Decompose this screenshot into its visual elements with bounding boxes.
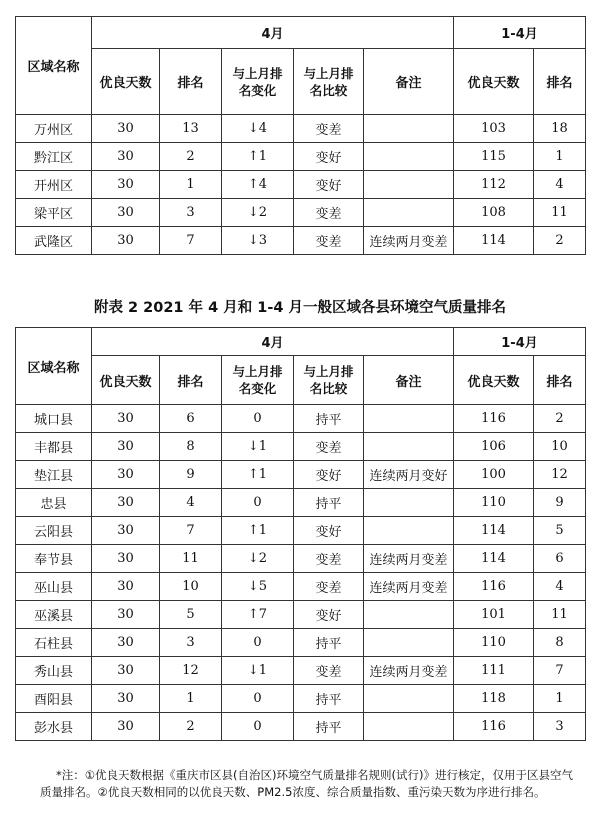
cell-compare: 变好 [294, 461, 364, 489]
cell-rank: 3 [160, 199, 222, 227]
cell-rank: 9 [160, 461, 222, 489]
cell-ytd-days: 100 [454, 461, 534, 489]
cell-change: 0 [222, 629, 294, 657]
cell-change: ↓1 [222, 657, 294, 685]
cell-ytd-days: 116 [454, 713, 534, 741]
cell-remark [364, 489, 454, 517]
cell-compare: 持平 [294, 489, 364, 517]
cell-compare: 持平 [294, 685, 364, 713]
cell-days: 30 [92, 657, 160, 685]
table-caption: 附表 2 2021 年 4 月和 1-4 月一般区域各县环境空气质量排名 [93, 300, 507, 316]
cell-change: ↓5 [222, 573, 294, 601]
cell-rank: 7 [160, 227, 222, 255]
cell-region: 酉阳县 [16, 685, 92, 713]
table-row [16, 115, 586, 143]
cell-compare: 变差 [294, 657, 364, 685]
cell-rank: 2 [160, 713, 222, 741]
region-header: 区域名称 [16, 17, 92, 115]
table-row [16, 171, 586, 199]
compare-header: 与上月排 名比较 [294, 49, 364, 115]
cell-ytd-rank: 4 [534, 573, 586, 601]
month-header: 4月 [92, 17, 454, 49]
cell-remark: 连续两月变差 [364, 657, 454, 685]
cell-compare: 变差 [294, 545, 364, 573]
cell-change: ↑1 [222, 517, 294, 545]
cell-compare: 持平 [294, 629, 364, 657]
cell-region: 彭水县 [16, 713, 92, 741]
cell-ytd-rank: 5 [534, 517, 586, 545]
cell-days: 30 [92, 573, 160, 601]
ytd-good-days-header: 优良天数 [454, 356, 534, 405]
cell-ytd-rank: 7 [534, 657, 586, 685]
cell-days: 30 [92, 713, 160, 741]
cell-region: 巫山县 [16, 573, 92, 601]
table-row [16, 489, 586, 517]
cell-remark [364, 433, 454, 461]
cell-ytd-days: 111 [454, 657, 534, 685]
ytd-good-days-header: 优良天数 [454, 49, 534, 115]
table-row [16, 713, 586, 741]
cell-days: 30 [92, 461, 160, 489]
cell-ytd-rank: 1 [534, 685, 586, 713]
cell-days: 30 [92, 517, 160, 545]
cell-region: 石柱县 [16, 629, 92, 657]
cell-remark [364, 629, 454, 657]
cell-compare: 变好 [294, 517, 364, 545]
table-row [16, 461, 586, 489]
region-header: 区域名称 [16, 328, 92, 405]
cell-ytd-rank: 6 [534, 545, 586, 573]
cell-change: ↓3 [222, 227, 294, 255]
table-row [16, 517, 586, 545]
cell-rank: 8 [160, 433, 222, 461]
cell-region: 开州区 [16, 171, 92, 199]
cell-region: 垫江县 [16, 461, 92, 489]
rank-header: 排名 [160, 49, 222, 115]
rank-header: 排名 [160, 356, 222, 405]
cell-region: 奉节县 [16, 545, 92, 573]
cell-remark [364, 115, 454, 143]
cell-remark [364, 517, 454, 545]
cell-rank: 10 [160, 573, 222, 601]
table-row [16, 405, 586, 433]
cell-rank: 1 [160, 685, 222, 713]
subheader-row [16, 49, 586, 115]
cell-change: 0 [222, 713, 294, 741]
cell-change: 0 [222, 489, 294, 517]
cell-rank: 12 [160, 657, 222, 685]
cell-days: 30 [92, 433, 160, 461]
cell-days: 30 [92, 629, 160, 657]
cell-days: 30 [92, 115, 160, 143]
table-row [16, 143, 586, 171]
cell-ytd-days: 110 [454, 489, 534, 517]
cell-region: 秀山县 [16, 657, 92, 685]
cell-compare: 变差 [294, 433, 364, 461]
cell-ytd-rank: 3 [534, 713, 586, 741]
month-header: 4月 [92, 328, 454, 356]
subheader-row [16, 356, 586, 405]
cell-rank: 7 [160, 517, 222, 545]
rank-change-header: 与上月排 名变化 [222, 356, 294, 405]
cell-rank: 5 [160, 601, 222, 629]
table-row [16, 601, 586, 629]
district-ranking-table [15, 16, 586, 255]
table-body [16, 405, 586, 741]
table-row [16, 657, 586, 685]
ytd-header: 1-4月 [454, 328, 586, 356]
cell-days: 30 [92, 199, 160, 227]
cell-rank: 11 [160, 545, 222, 573]
cell-days: 30 [92, 489, 160, 517]
cell-ytd-days: 108 [454, 199, 534, 227]
cell-ytd-rank: 4 [534, 171, 586, 199]
remark-header: 备注 [364, 356, 454, 405]
good-days-header: 优良天数 [92, 356, 160, 405]
cell-region: 武隆区 [16, 227, 92, 255]
cell-region: 巫溪县 [16, 601, 92, 629]
cell-days: 30 [92, 143, 160, 171]
header-row [16, 17, 586, 49]
cell-change: 0 [222, 405, 294, 433]
cell-change: ↑7 [222, 601, 294, 629]
good-days-header: 优良天数 [92, 49, 160, 115]
cell-ytd-days: 116 [454, 573, 534, 601]
cell-region: 丰都县 [16, 433, 92, 461]
cell-ytd-rank: 11 [534, 199, 586, 227]
cell-ytd-days: 103 [454, 115, 534, 143]
cell-region: 城口县 [16, 405, 92, 433]
cell-region: 忠县 [16, 489, 92, 517]
cell-rank: 1 [160, 171, 222, 199]
cell-days: 30 [92, 227, 160, 255]
cell-change: ↓2 [222, 199, 294, 227]
table-row [16, 573, 586, 601]
cell-ytd-days: 115 [454, 143, 534, 171]
cell-days: 30 [92, 545, 160, 573]
cell-ytd-days: 101 [454, 601, 534, 629]
cell-change: 0 [222, 685, 294, 713]
cell-ytd-days: 118 [454, 685, 534, 713]
table-row [16, 227, 586, 255]
cell-remark [364, 713, 454, 741]
cell-remark [364, 143, 454, 171]
cell-ytd-days: 110 [454, 629, 534, 657]
cell-remark [364, 405, 454, 433]
cell-remark [364, 171, 454, 199]
remark-header: 备注 [364, 49, 454, 115]
cell-rank: 4 [160, 489, 222, 517]
header-row [16, 328, 586, 356]
cell-compare: 变好 [294, 601, 364, 629]
cell-remark [364, 685, 454, 713]
ytd-rank-header: 排名 [534, 49, 586, 115]
cell-ytd-rank: 11 [534, 601, 586, 629]
cell-ytd-days: 114 [454, 227, 534, 255]
cell-remark: 连续两月变好 [364, 461, 454, 489]
cell-ytd-rank: 12 [534, 461, 586, 489]
cell-compare: 变差 [294, 199, 364, 227]
cell-ytd-days: 106 [454, 433, 534, 461]
footnote [40, 767, 575, 800]
cell-region: 云阳县 [16, 517, 92, 545]
cell-region: 万州区 [16, 115, 92, 143]
cell-days: 30 [92, 405, 160, 433]
cell-days: 30 [92, 171, 160, 199]
cell-rank: 3 [160, 629, 222, 657]
cell-rank: 6 [160, 405, 222, 433]
cell-ytd-rank: 2 [534, 405, 586, 433]
cell-ytd-days: 114 [454, 517, 534, 545]
cell-compare: 持平 [294, 405, 364, 433]
cell-rank: 13 [160, 115, 222, 143]
cell-compare: 变好 [294, 171, 364, 199]
cell-region: 梁平区 [16, 199, 92, 227]
cell-change: ↓1 [222, 433, 294, 461]
ytd-rank-header: 排名 [534, 356, 586, 405]
cell-change: ↓4 [222, 115, 294, 143]
footnote-text: *注：①优良天数根据《重庆市区县(自治区)环境空气质量排名规则(试行)》进行核定，仅用于区县空气质量排名。②优良天数相同的以优良天数、PM2.5浓度、综合质量指数、重污染天数为序进行排名。 [40, 768, 574, 799]
table-row [16, 433, 586, 461]
cell-change: ↓2 [222, 545, 294, 573]
cell-ytd-rank: 10 [534, 433, 586, 461]
ytd-header: 1-4月 [454, 17, 586, 49]
cell-remark: 连续两月变差 [364, 227, 454, 255]
table-row [16, 545, 586, 573]
cell-compare: 变差 [294, 227, 364, 255]
cell-compare: 变差 [294, 115, 364, 143]
cell-days: 30 [92, 685, 160, 713]
cell-ytd-rank: 18 [534, 115, 586, 143]
county-ranking-table [15, 327, 586, 741]
cell-change: ↑1 [222, 143, 294, 171]
table-row [16, 199, 586, 227]
cell-compare: 变好 [294, 143, 364, 171]
cell-ytd-days: 116 [454, 405, 534, 433]
cell-ytd-days: 112 [454, 171, 534, 199]
cell-ytd-rank: 9 [534, 489, 586, 517]
cell-compare: 持平 [294, 713, 364, 741]
cell-days: 30 [92, 601, 160, 629]
cell-ytd-rank: 2 [534, 227, 586, 255]
cell-remark: 连续两月变差 [364, 545, 454, 573]
cell-change: ↑1 [222, 461, 294, 489]
cell-remark [364, 199, 454, 227]
cell-region: 黔江区 [16, 143, 92, 171]
cell-ytd-rank: 8 [534, 629, 586, 657]
table-body [16, 115, 586, 255]
cell-change: ↑4 [222, 171, 294, 199]
cell-rank: 2 [160, 143, 222, 171]
cell-remark: 连续两月变差 [364, 573, 454, 601]
table-row [16, 629, 586, 657]
cell-remark [364, 601, 454, 629]
table-row [16, 685, 586, 713]
rank-change-header: 与上月排 名变化 [222, 49, 294, 115]
compare-header: 与上月排 名比较 [294, 356, 364, 405]
cell-ytd-rank: 1 [534, 143, 586, 171]
cell-compare: 变差 [294, 573, 364, 601]
cell-ytd-days: 114 [454, 545, 534, 573]
